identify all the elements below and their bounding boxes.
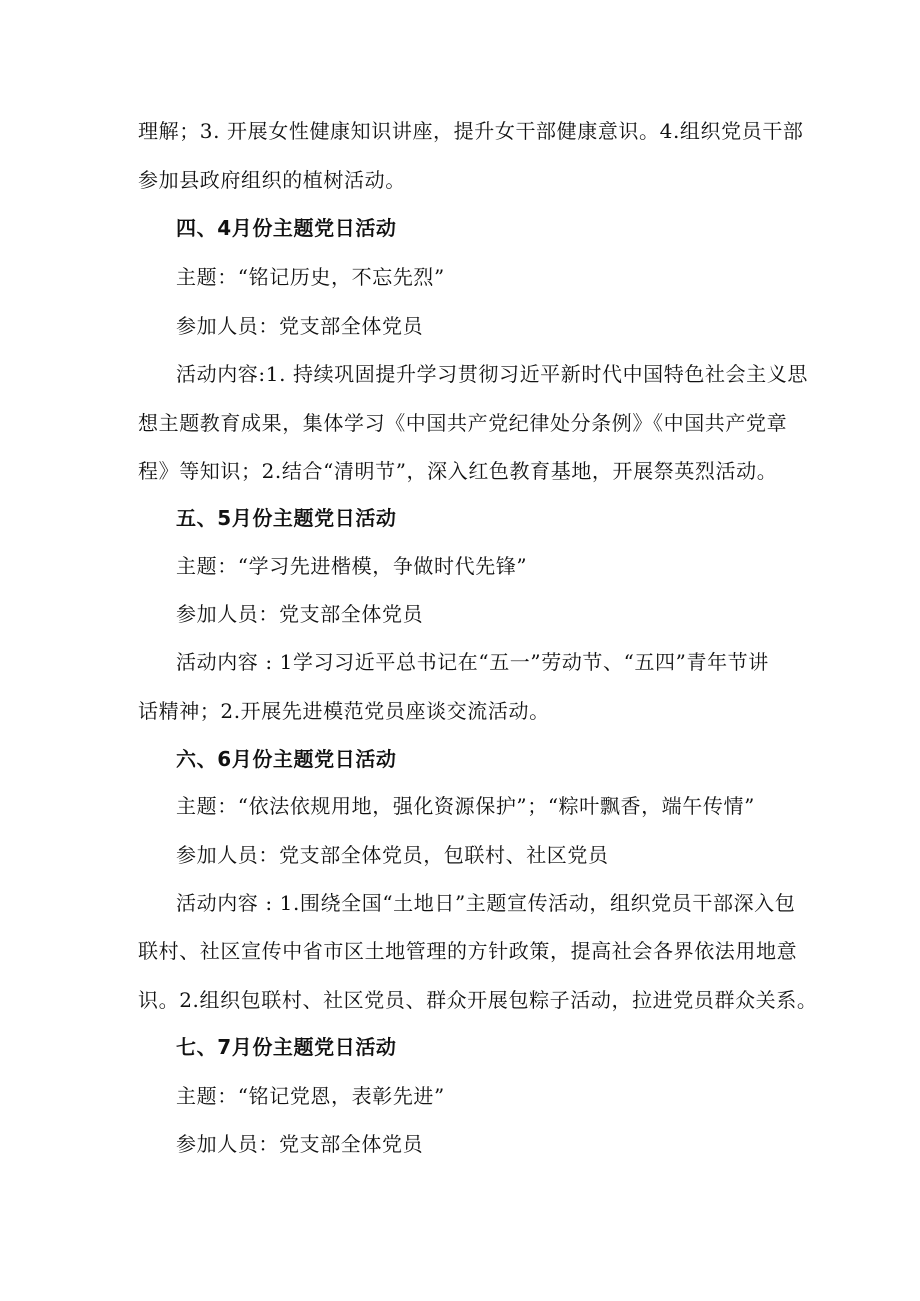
activity-content-line: 活动内容 : 1学习习近平总书记在“五一”劳动节、“五四”青年节讲 (176, 650, 769, 674)
theme-line: 主题：“铭记历史，不忘先烈” (176, 265, 445, 289)
paragraph-line: 参加县政府组织的植树活动。 (138, 168, 406, 192)
participants-line: 参加人员：党支部全体党员，包联村、社区党员 (176, 843, 609, 867)
theme-line: 主题：“学习先进楷模，争做时代先锋” (176, 554, 528, 578)
participants-line: 参加人员：党支部全体党员 (176, 602, 424, 626)
paragraph-line: 识。2.组织包联村、社区党员、群众开展包粽子活动，拉进党员群众关系。 (138, 988, 818, 1012)
paragraph-line: 联村、社区宣传中省市区土地管理的方针政策，提高社会各界依法用地意 (138, 939, 798, 963)
paragraph-line: 理解；3. 开展女性健康知识讲座，提升女干部健康意识。4.组织党员干部 (138, 119, 804, 143)
section-heading-july: 七、7月份主题党日活动 (176, 1035, 397, 1059)
section-heading-may: 五、5月份主题党日活动 (176, 506, 397, 530)
paragraph-line: 程》等知识；2.结合“清明节”，深入红色教育基地，开展祭英烈活动。 (138, 459, 778, 483)
theme-line: 主题：“铭记党恩，表彰先进” (176, 1084, 445, 1108)
activity-content-line: 活动内容:1. 持续巩固提升学习贯彻习近平新时代中国特色社会主义思 (176, 362, 808, 386)
participants-line: 参加人员：党支部全体党员 (176, 1132, 424, 1156)
paragraph-line: 想主题教育成果，集体学习《中国共产党纪律处分条例》《中国共产党章 (138, 411, 788, 435)
activity-content-line: 活动内容 : 1.围绕全国“土地日”主题宣传活动，组织党员干部深入包 (176, 891, 796, 915)
paragraph-line: 话精神；2.开展先进模范党员座谈交流活动。 (138, 699, 550, 723)
section-heading-april: 四、4月份主题党日活动 (176, 216, 397, 240)
theme-line: 主题：“依法依规用地，强化资源保护”；“粽叶飘香，端午传情” (176, 794, 755, 818)
participants-line: 参加人员：党支部全体党员 (176, 314, 424, 338)
section-heading-june: 六、6月份主题党日活动 (176, 747, 397, 771)
